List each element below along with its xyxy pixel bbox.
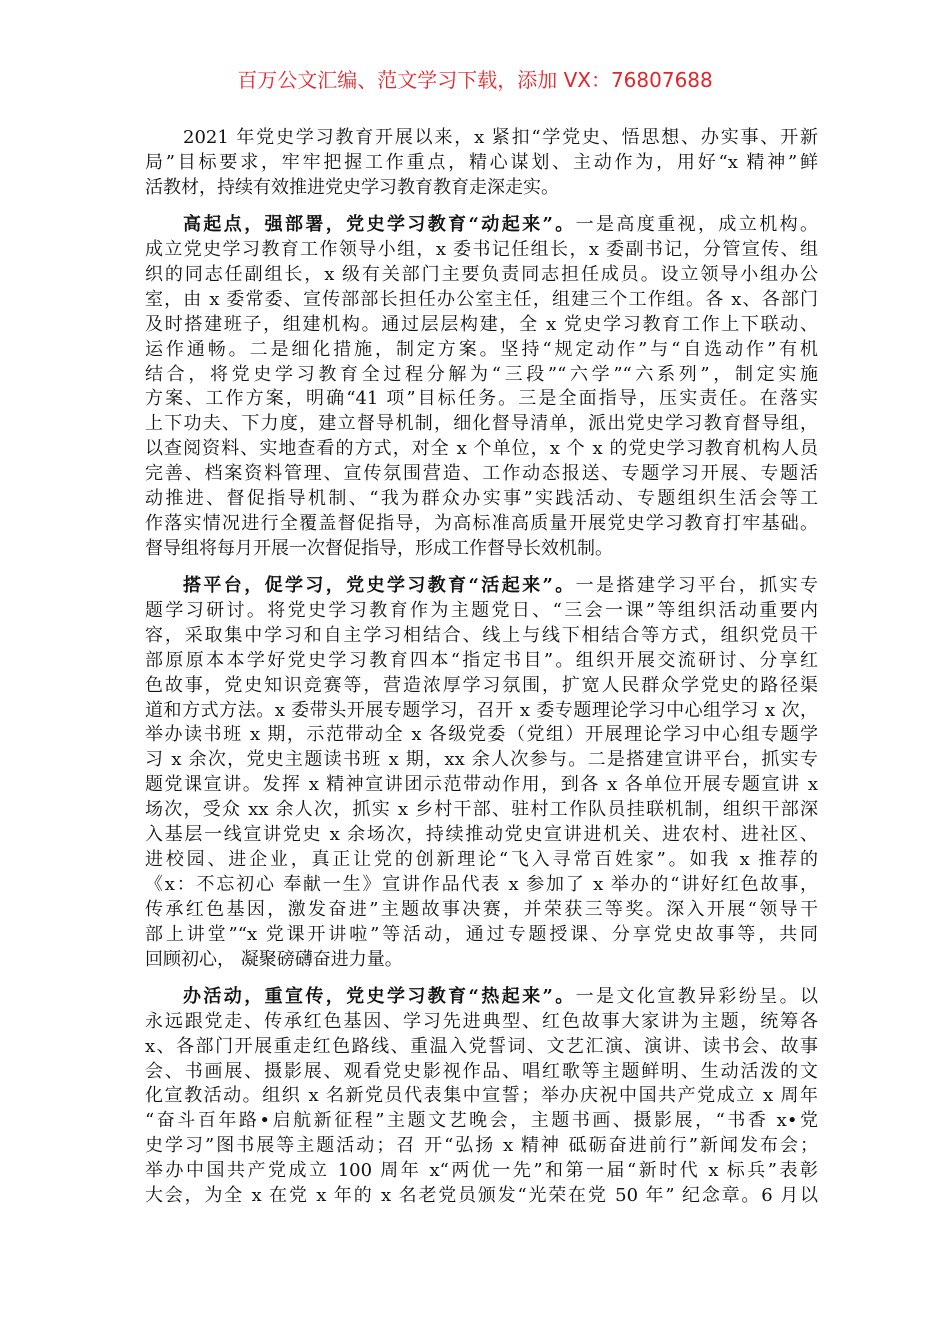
text-line xyxy=(145,873,818,898)
line-text: 织的同志任副组长，x 级有关部门主要负责同志担任成员。设立领导小组办公 xyxy=(145,263,818,285)
paragraph xyxy=(145,126,818,201)
document-body xyxy=(145,126,818,1221)
line-text: 题党课宣讲。发挥 x 精神宣讲团示范带动作用，到各 x 各单位开展专题宣讲 x xyxy=(145,774,818,796)
text-line xyxy=(145,948,818,973)
text-line xyxy=(145,263,818,288)
text-line xyxy=(145,898,818,923)
text-line xyxy=(145,773,818,798)
line-text: 运作通畅。二是细化措施，制定方案。坚持“规定动作”与“自选动作”有机 xyxy=(145,338,818,360)
text-line xyxy=(145,176,818,201)
text-line xyxy=(145,1084,818,1109)
line-text: 结合，将党史学习教育全过程分解为“三段”“六学”“六系列”，制定实施 xyxy=(145,363,818,385)
line-text: “奋斗百年路•启航新征程”主题文艺晚会，主题书画、摄影展，“书香 x•党 xyxy=(145,1110,818,1132)
line-text: 及时搭建班子，组建机构。通过层层构建，全 x 党史学习教育工作上下联动、 xyxy=(145,313,818,335)
text-line xyxy=(145,1010,818,1035)
text-line xyxy=(145,848,818,873)
section-heading: 高起点，强部署，党史学习教育“动起来”。 xyxy=(183,214,576,236)
text-line xyxy=(145,1184,818,1209)
text-line xyxy=(145,1035,818,1060)
line-text: 《x：不忘初心 奉献一生》宣讲作品代表 x 参加了 x 举办的“讲好红色故事， xyxy=(145,873,818,895)
line-text: 作落实情况进行全覆盖督促指导，为高标准高质量开展党史学习教育打牢基础。 xyxy=(145,512,818,534)
line-text: 举办读书班 x 期，示范带动全 x 各级党委（党组）开展理论学习中心组专题学 xyxy=(145,724,818,746)
text-line xyxy=(145,213,818,238)
section-heading: 搭平台，促学习，党史学习教育“活起来”。 xyxy=(183,575,576,597)
line-text: 方案、工作方案，明确“41 项”目标任务。三是全面指导，压实责任。在落实 xyxy=(145,388,818,410)
line-text: 局”目标要求，牢牢把握工作重点，精心谋划、主动作为，用好“x 精神”鲜 xyxy=(145,151,818,173)
text-line xyxy=(145,674,818,699)
line-text: 一是高度重视，成立机构。 xyxy=(575,214,818,236)
line-text: 永远跟党走、传承红色基因、学习先进典型、红色故事大家讲为主题，统筹各 xyxy=(145,1010,818,1032)
text-line xyxy=(145,1060,818,1085)
line-text: 进校园、进企业，真正让党的创新理论“飞入寻常百姓家”。如我 x 推荐的 xyxy=(145,848,818,870)
paragraph xyxy=(145,574,818,972)
line-text: 一是搭建学习平台，抓实专 xyxy=(575,575,818,597)
paragraph xyxy=(145,985,818,1209)
text-line xyxy=(145,487,818,512)
line-text: 举办中国共产党成立 100 周年 x“两优一先”和第一届“新时代 x 标兵”表彰 xyxy=(145,1160,818,1182)
text-line xyxy=(145,1134,818,1159)
text-line xyxy=(145,363,818,388)
line-text: 成立党史学习教育工作领导小组，x 委书记任组长，x 委副书记，分管宣传、组 xyxy=(145,239,818,261)
text-line xyxy=(145,151,818,176)
line-text: 习 x 余次，党史主题读书班 x 期，xx 余人次参与。二是搭建宣讲平台，抓实专 xyxy=(145,749,818,771)
line-text: 题学习研讨。将党史学习教育作为主题党日、“三会一课”等组织活动重要内 xyxy=(145,600,818,622)
text-line xyxy=(145,599,818,624)
text-line xyxy=(145,1159,818,1184)
line-text: 完善、档案资料管理、宣传氛围营造、工作动态报送、专题学习开展、专题活 xyxy=(145,463,818,485)
text-line xyxy=(145,512,818,537)
text-line xyxy=(145,126,818,151)
text-line xyxy=(145,923,818,948)
line-text: x、各部门开展重走红色路线、重温入党誓词、文艺汇演、演讲、读书会、故事 xyxy=(145,1035,818,1057)
line-text: 容，采取集中学习和自主学习相结合、线上与线下相结合等方式，组织党员干 xyxy=(145,624,818,646)
line-text: 会、书画展、摄影展、观看党史影视作品、唱红歌等主题鲜明、生动活泼的文 xyxy=(145,1060,818,1082)
line-text: 入基层一线宣讲党史 x 余场次，持续推动党史宣讲进机关、进农村、进社区、 xyxy=(145,824,818,846)
line-text: 活教材，持续有效推进党史学习教育教育走深走实。 xyxy=(145,176,559,198)
text-line xyxy=(145,699,818,724)
line-text: 2021 年党史学习教育开展以来，x 紧扣“学党史、悟思想、办实事、开新 xyxy=(183,127,818,148)
section-heading: 办活动，重宣传，党史学习教育“热起来”。 xyxy=(183,985,576,1007)
line-text: 道和方式方法。x 委带头开展专题学习，召开 x 委专题理论学习中心组学习 x 次， xyxy=(145,699,818,721)
line-text: 一是文化宣教异彩纷呈。以 xyxy=(575,985,818,1007)
paragraph xyxy=(145,213,818,561)
line-text: 督导组将每月开展一次督促指导，形成工作督导长效机制。 xyxy=(145,537,613,559)
text-line xyxy=(145,238,818,263)
line-text: 大会，为全 x 在党 x 年的 x 名老党员颁发“光荣在党 50 年” 纪念章。6 月以 xyxy=(145,1185,818,1207)
line-text: 史学习”图书展等主题活动；召 开“弘扬 x 精神 砥砺奋进前行”新闻发布会； xyxy=(145,1135,818,1157)
line-text: 部原原本本学好党史学习教育四本“指定书目”。组织开展交流研讨、分享红 xyxy=(145,649,818,671)
text-line xyxy=(145,537,818,562)
line-text: 场次，受众 xx 余人次，抓实 x 乡村干部、驻村工作队员挂联机制，组织干部深 xyxy=(145,799,818,821)
text-line xyxy=(145,985,818,1010)
line-text: 传承红色基因，激发奋进”主题故事决赛，并荣获三等奖。深入开展“领导干 xyxy=(145,898,818,920)
text-line xyxy=(145,462,818,487)
text-line xyxy=(145,412,818,437)
text-line xyxy=(145,574,818,599)
line-text: 回顾初心， 凝聚磅礴奋进力量。 xyxy=(145,948,403,970)
line-text: 以查阅资料、实地查看的方式，对全 x 个单位，x 个 x 的党史学习教育机构人员 xyxy=(145,438,818,460)
text-line xyxy=(145,798,818,823)
line-text: 动推进、督促指导机制、“我为群众办实事”实践活动、专题组织生活会等工 xyxy=(145,487,818,509)
text-line xyxy=(145,437,818,462)
line-text: 部上讲堂”“x 党课开讲啦”等活动，通过专题授课、分享党史故事等，共同 xyxy=(145,923,818,945)
text-line xyxy=(145,649,818,674)
text-line xyxy=(145,723,818,748)
watermark-banner: 百万公文汇编、范文学习下载，添加 VX：76807688 xyxy=(237,68,713,92)
text-line xyxy=(145,748,818,773)
line-text: 室，由 x 委常委、宣传部部长担任办公室主任，组建三个工作组。各 x、各部门 xyxy=(145,288,818,310)
text-line xyxy=(145,624,818,649)
text-line xyxy=(145,288,818,313)
text-line xyxy=(145,387,818,412)
text-line xyxy=(145,313,818,338)
text-line xyxy=(145,1109,818,1134)
line-text: 上下功夫、下力度，建立督导机制，细化督导清单，派出党史学习教育督导组， xyxy=(145,413,818,435)
text-line xyxy=(145,338,818,363)
line-text: 化宣教活动。组织 x 名新党员代表集中宣誓；举办庆祝中国共产党成立 x 周年 xyxy=(145,1085,818,1107)
text-line xyxy=(145,823,818,848)
line-text: 色故事，党史知识竞赛等，营造浓厚学习氛围，扩宽人民群众学党史的路径渠 xyxy=(145,674,818,696)
